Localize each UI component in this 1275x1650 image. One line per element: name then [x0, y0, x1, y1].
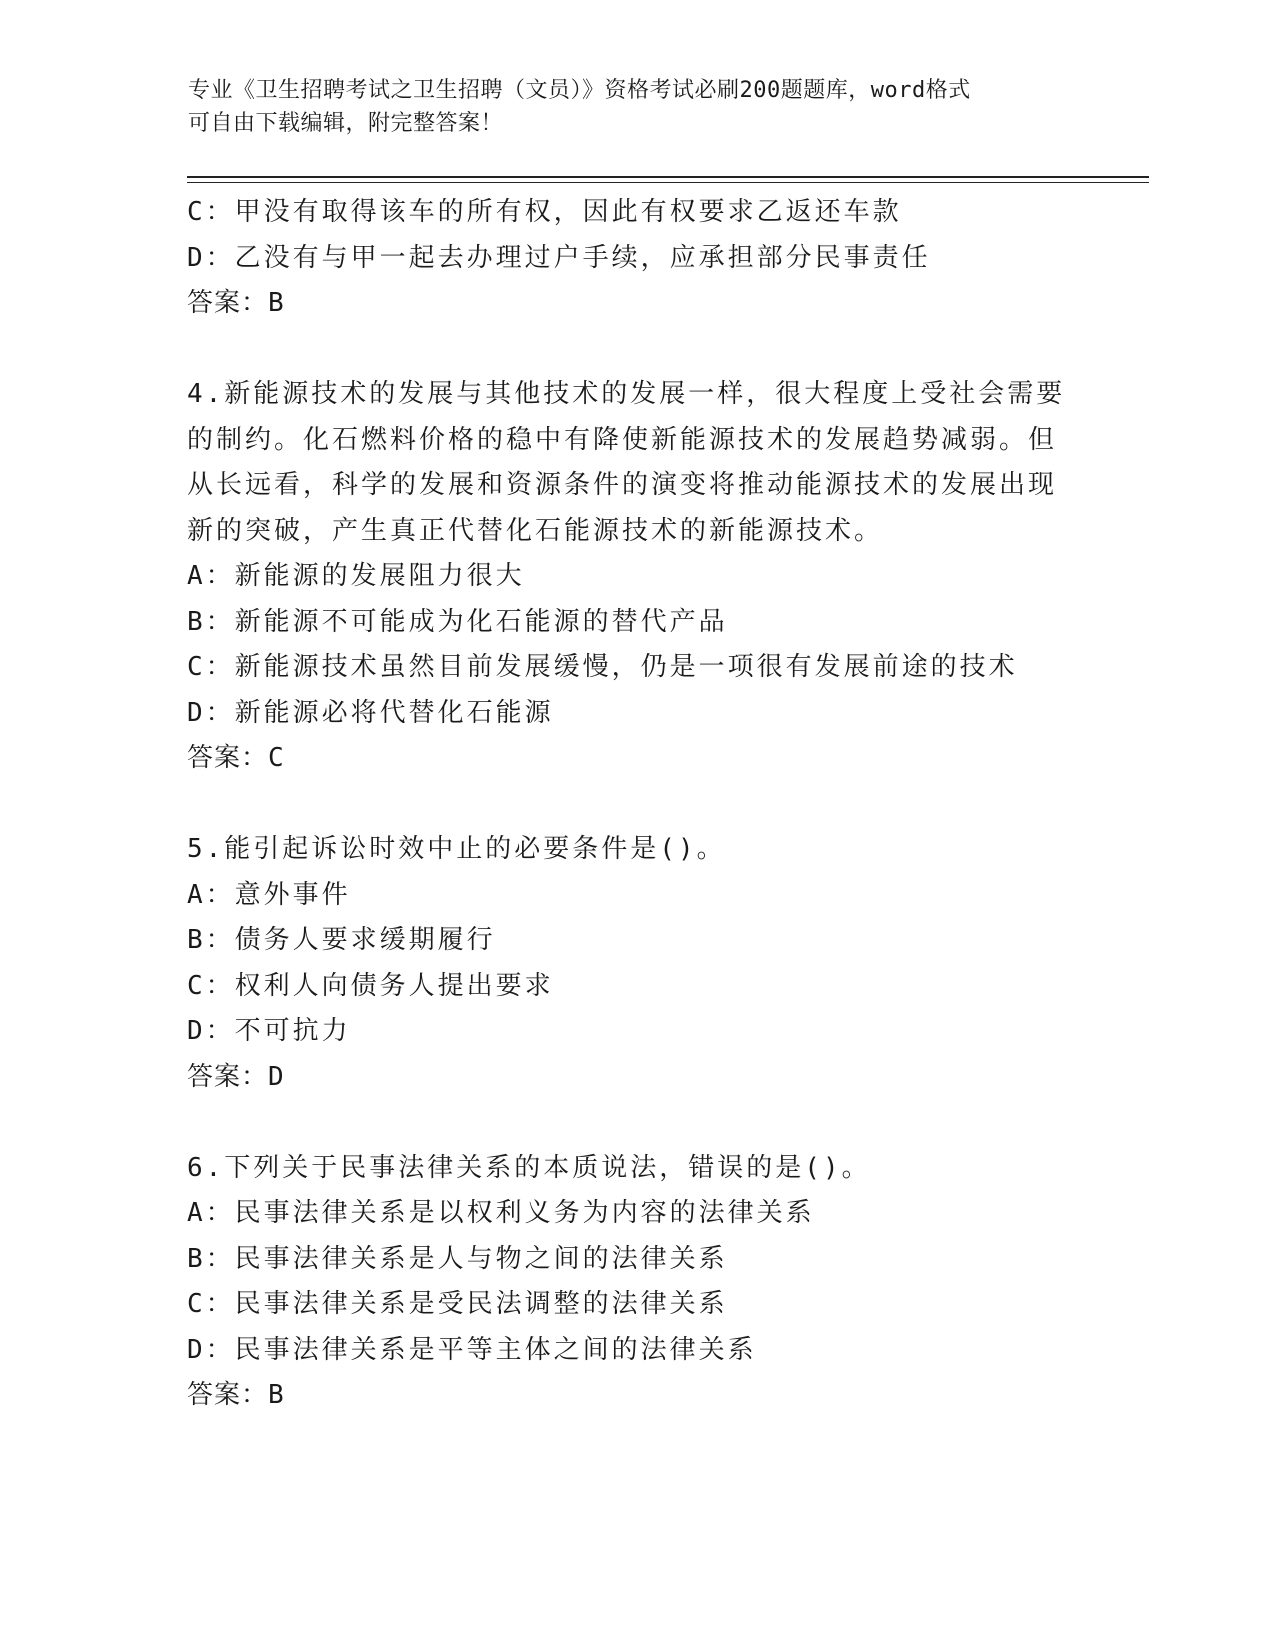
block-spacer: [187, 327, 1087, 373]
block-spacer: [187, 1100, 1087, 1146]
question-text-line: 5.能引起诉讼时效中止的必要条件是()。: [187, 834, 726, 864]
question-text-line: 新的突破，产生真正代替化石能源技术的新能源技术。: [187, 515, 884, 546]
page-header: [188, 74, 1068, 140]
question-list: [187, 190, 1087, 1419]
question-block: [187, 1146, 1087, 1419]
option-line: A：意外事件: [187, 879, 351, 910]
option-line: A：民事法律关系是以权利义务为内容的法律关系: [187, 1198, 815, 1228]
option-line: D：新能源必将代替化石能源: [187, 697, 554, 728]
question-block: [187, 190, 1087, 327]
block-spacer: [187, 782, 1087, 828]
question-text-line: 从长远看，科学的发展和资源条件的演变将推动能源技术的发展出现: [187, 470, 1058, 500]
option-line: A：新能源的发展阻力很大: [187, 561, 525, 591]
option-line: B：债务人要求缓期履行: [187, 925, 496, 955]
header-title-line-1: 专业《卫生招聘考试之卫生招聘（文员）》资格考试必刷200题题库，word格式: [188, 78, 971, 103]
answer-line: 答案：B: [187, 288, 285, 318]
option-line: B：民事法律关系是人与物之间的法律关系: [187, 1243, 728, 1274]
option-line: D：民事法律关系是平等主体之间的法律关系: [187, 1334, 757, 1365]
option-line: C：民事法律关系是受民法调整的法律关系: [187, 1289, 728, 1319]
question-text-line: 的制约。化石燃料价格的稳中有降使新能源技术的发展趋势减弱。但: [187, 424, 1058, 455]
option-line: D：乙没有与甲一起去办理过户手续，应承担部分民事责任: [187, 242, 931, 273]
option-line: D：不可抗力: [187, 1016, 351, 1046]
option-line: C：甲没有取得该车的所有权，因此有权要求乙返还车款: [187, 197, 902, 227]
question-block: [187, 372, 1087, 782]
question-block: [187, 827, 1087, 1100]
header-title-line-2: 可自由下载编辑，附完整答案！: [188, 111, 504, 136]
option-line: C：权利人向债务人提出要求: [187, 970, 554, 1001]
header-divider-thin: [187, 182, 1149, 183]
answer-line: 答案：D: [187, 1061, 285, 1092]
question-text-line: 4.新能源技术的发展与其他技术的发展一样，很大程度上受社会需要: [187, 379, 1066, 409]
header-divider-thick: [187, 176, 1149, 178]
answer-line: 答案：C: [187, 743, 285, 773]
answer-line: 答案：B: [187, 1380, 285, 1410]
option-line: C：新能源技术虽然目前发展缓慢，仍是一项很有发展前途的技术: [187, 652, 1018, 682]
option-line: B：新能源不可能成为化石能源的替代产品: [187, 606, 728, 637]
question-text-line: 6.下列关于民事法律关系的本质说法，错误的是()。: [187, 1152, 871, 1183]
